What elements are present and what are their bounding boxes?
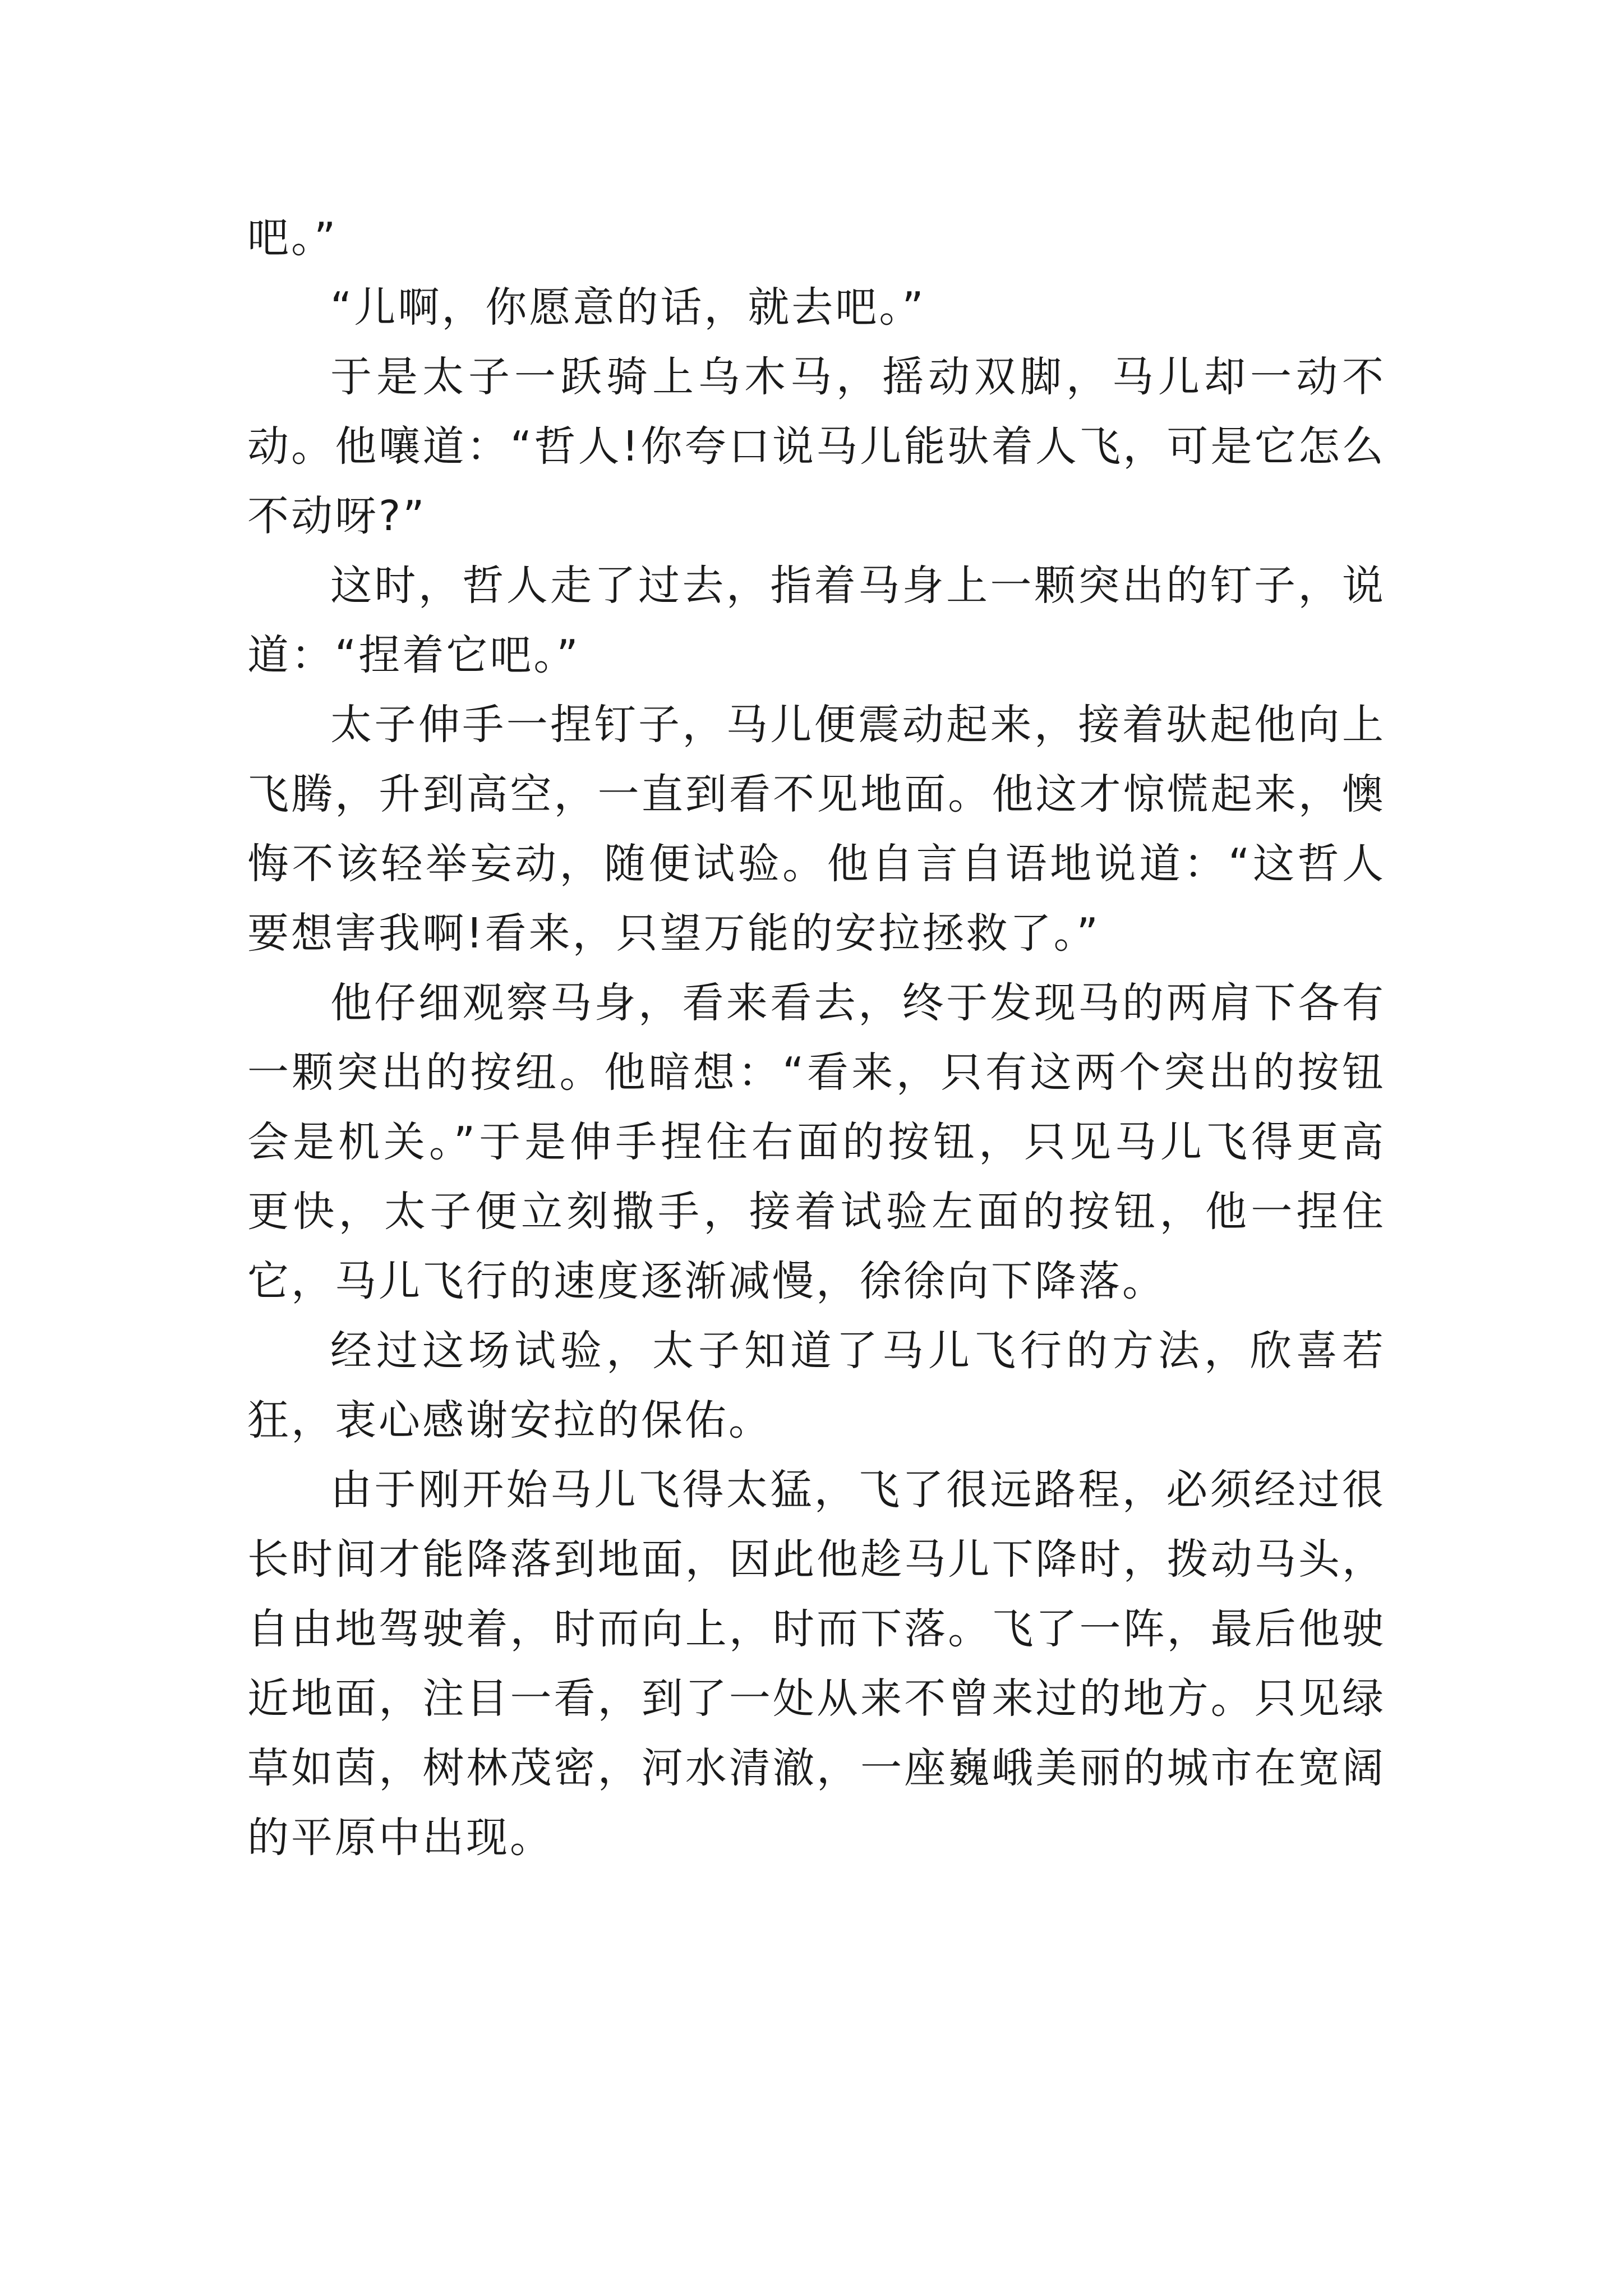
paragraph: 太子伸手一捏钉子，马儿便震动起来，接着驮起他向上飞腾，升到高空，一直到看不见地面。他这才惊慌起来，懊悔不该轻举妄动，随便试验。他自言自语地说道：“这哲人要想害我啊!看来，只望万能的安拉拯救了。” (247, 701, 1386, 958)
paragraph: 吧。” (247, 214, 338, 262)
paragraph: 由于刚开始马儿飞得太猛，飞了很远路程，必须经过很长时间才能降落到地面，因此他趁马儿下降时，拨动马头，自由地驾驶着，时而向上，时而下落。飞了一阵，最后他驶近地面，注目一看，到了一处从来不曾来过的地方。只见绿草如茵，树林茂密，河水清澈，一座巍峨美丽的城市在宽阔的平原中出现。 (247, 1466, 1386, 1862)
paragraph: 他仔细观察马身，看来看去，终于发现马的两肩下各有一颗突出的按纽。他暗想：“看来，只有这两个突出的按钮会是机关。”于是伸手捏住右面的按钮，只见马儿飞得更高更快，太子便立刻撒手，接着试验左面的按钮，他一捏住它，马儿飞行的速度逐渐减慢，徐徐向下降落。 (247, 979, 1386, 1305)
paragraph: 于是太子一跃骑上乌木马，摇动双脚，马儿却一动不动。他嚷道：“哲人!你夸口说马儿能驮着人飞，可是它怎么不动呀?” (247, 353, 1386, 540)
paragraph: 经过这场试验，太子知道了马儿飞行的方法，欣喜若狂，衷心感谢安拉的保佑。 (247, 1327, 1386, 1444)
paragraph: 这时，哲人走了过去，指着马身上一颗突出的钉子，说道：“捏着它吧。” (247, 562, 1386, 679)
body-text (247, 203, 1386, 1872)
paragraph: “儿啊，你愿意的话，就去吧。” (330, 283, 926, 332)
